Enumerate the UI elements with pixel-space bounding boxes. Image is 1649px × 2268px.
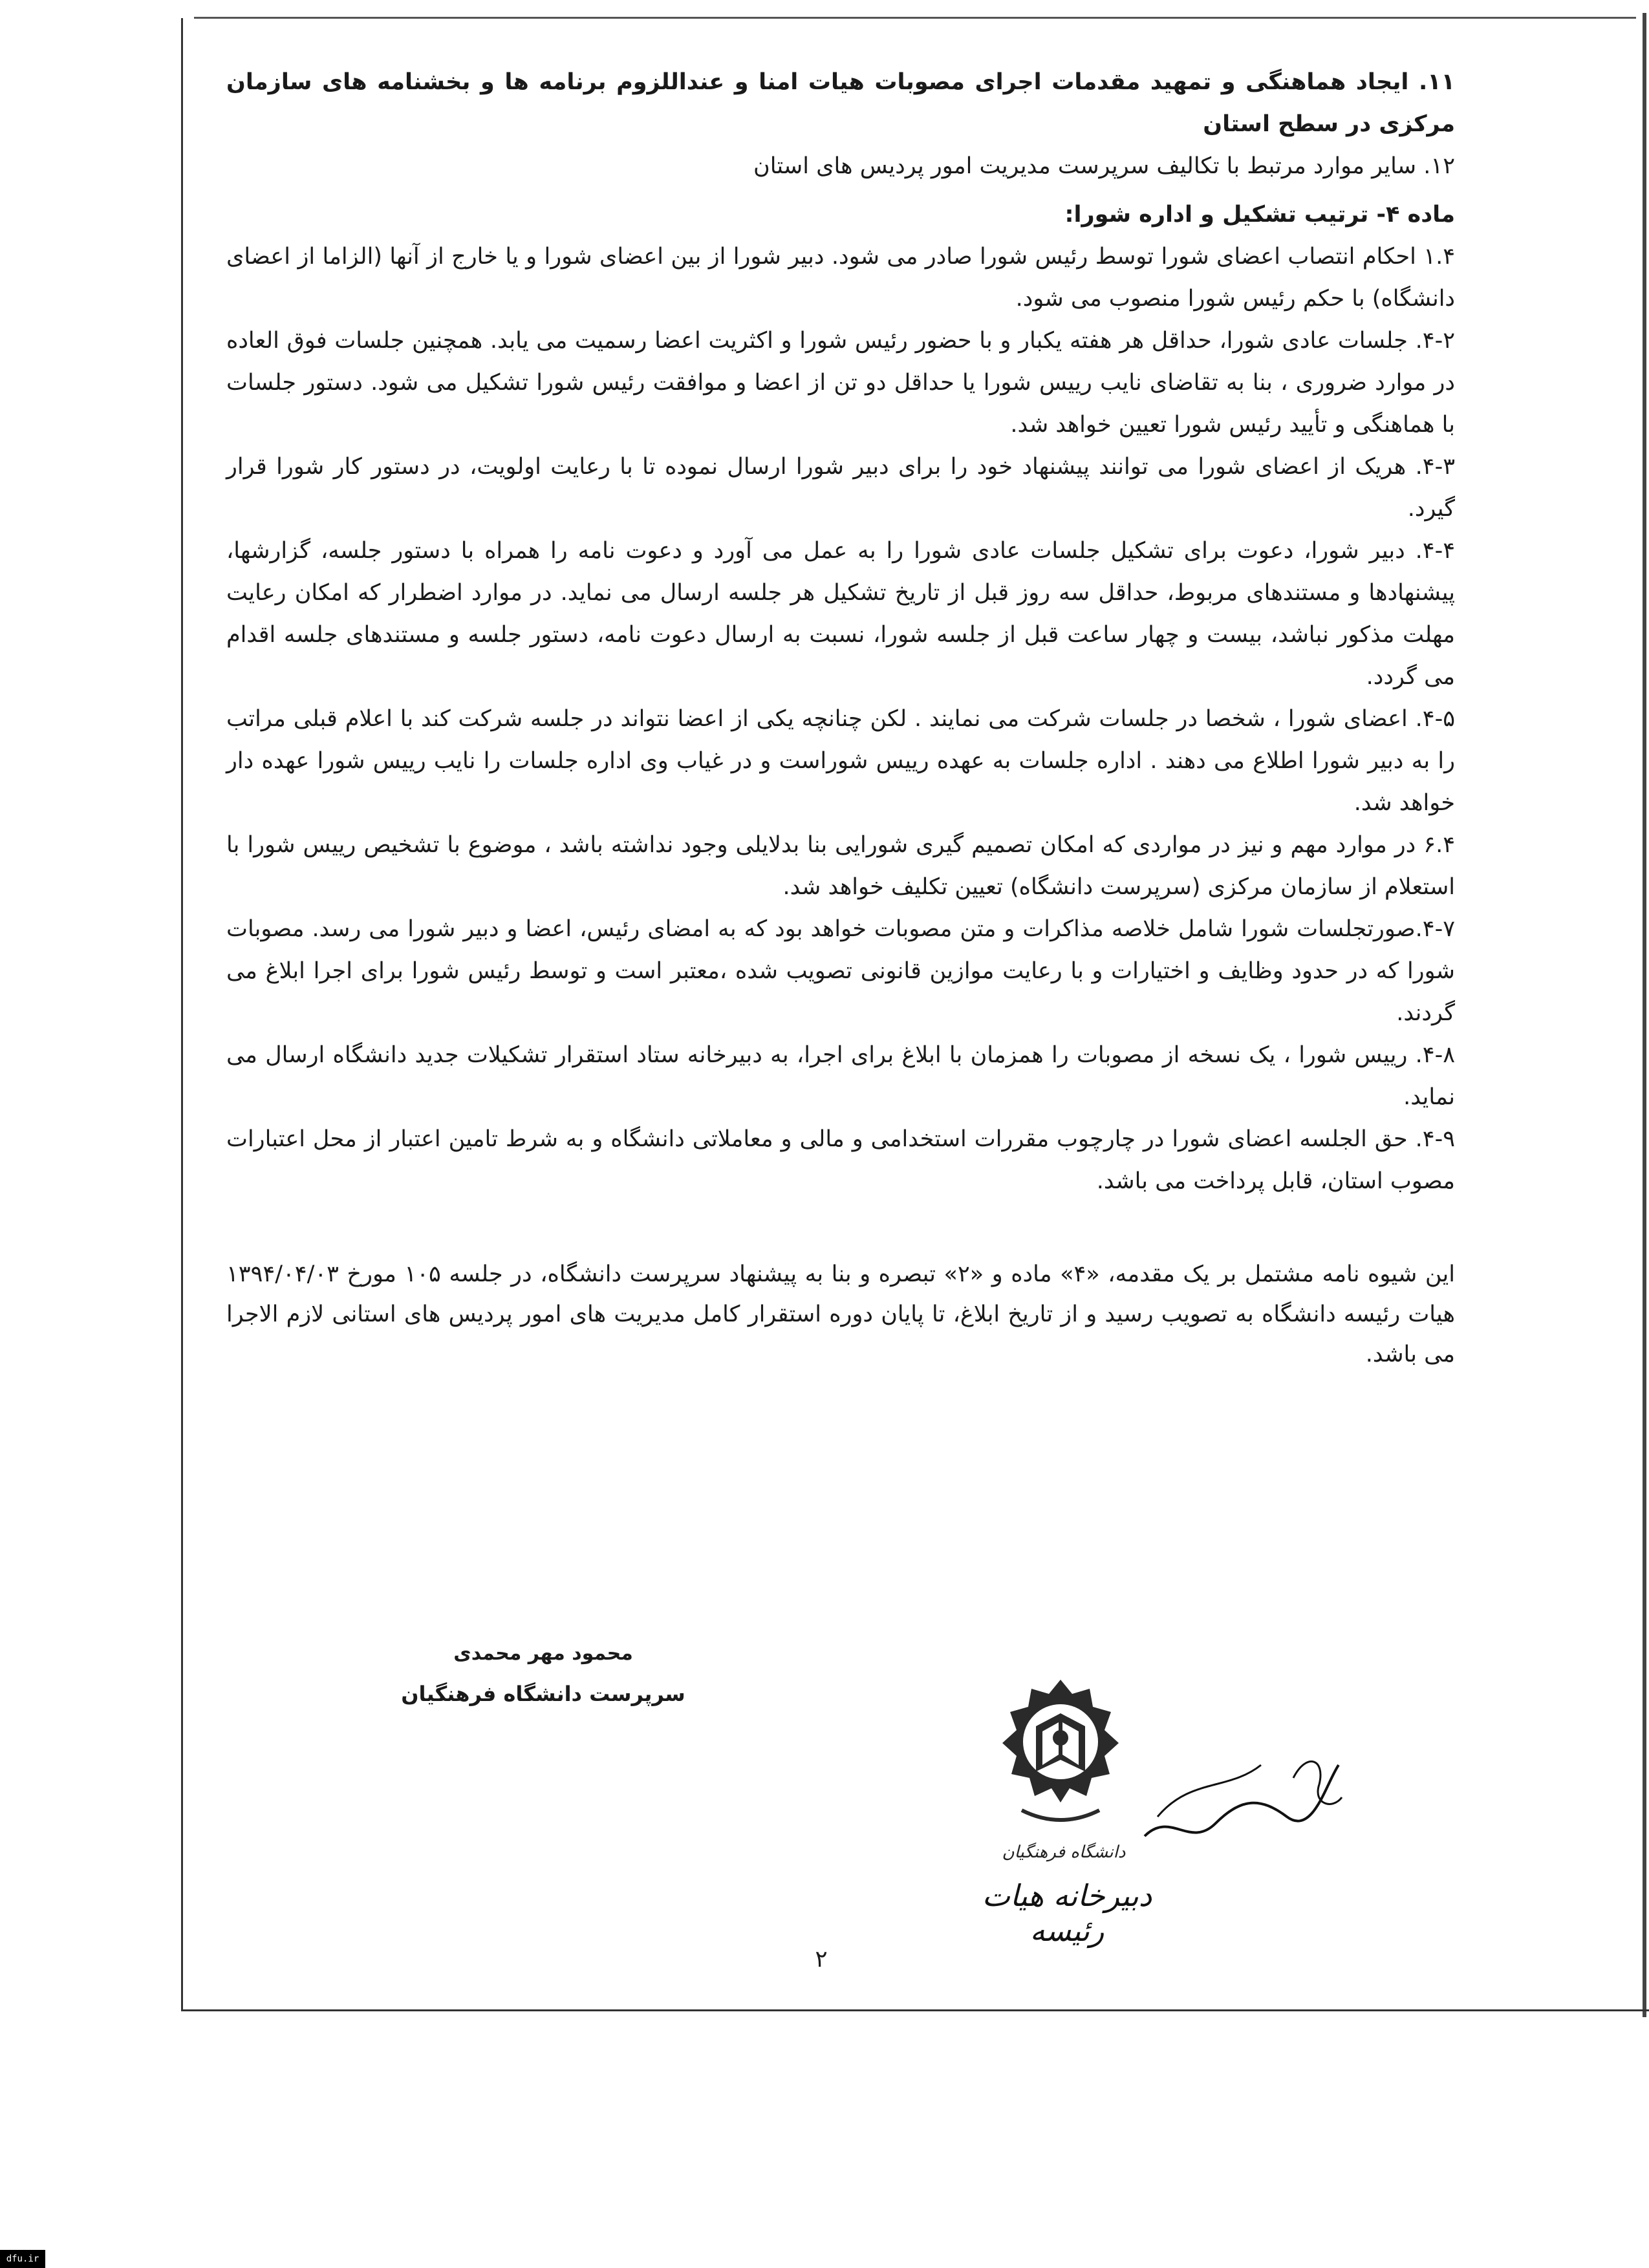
signer-block [362,1642,724,1706]
clause-4-5: ۴-۵. اعضای شورا ، شخصا در جلسات شرکت می نمایند . لکن چنانچه یکی از اعضا نتواند در جلسه شرکت کند با اعلام قبلی مراتب را به دبیر شورا اطلاع می دهند . اداره جلسات به عهده رییس شوراست و در غیاب وی اداره جلسات را نایب رییس شورا عهده دار خواهد شد. [226,706,1455,816]
page-number: ۲ [815,1946,828,1973]
clause-4-6: ۶.۴ در موارد مهم و نیز در مواردی که امکان تصمیم گیری شورایی بنا بدلایلی وجود نداشته باشد ، موضوع با تشخیص رییس شورا با استعلام از سازمان مرکزی (سرپرست دانشگاه) تعیین تکلیف خواهد شد. [226,832,1455,900]
logo-caption: دانشگاه فرهنگیان [1002,1843,1126,1862]
clause-4-4: ۴-۴. دبیر شورا، دعوت برای تشکیل جلسات عادی شورا را به عمل می آورد و دعوت نامه را همراه با دستور جلسه، گزارشها، پیشنهادها و مستندهای مربوط، حداقل سه روز قبل از تاریخ تشکیل هر جلسه ارسال می نماید. در موارد اضطرار که امکان رعایت مهلت مذکور نباشد، بیست و چهار ساعت قبل از جلسه شورا، نسبت به ارسال دعوت نامه، دستور جلسه و مستندهای جلسه اقدام می گردد. [226,538,1455,690]
clause-4-7: ۴-۷.صورتجلسات شورا شامل خلاصه مذاکرات و متن مصوبات خواهد بود که به امضای رئیس، اعضا و دبیر شورا می رسد. مصوبات شورا که در حدود وظایف و اختیارات و با رعایت موازین قانونی تصویب شده ،معتبر است و توسط رئیس شورا برای اجرا ابلاغ می گردند. [226,916,1455,1026]
article-heading: ماده ۴- ترتیب تشکیل و اداره شورا: [1064,202,1455,228]
handwritten-signature [1132,1739,1345,1868]
clause-4-9: ۴-۹. حق الجلسه اعضای شورا در چارچوب مقررات استخدامی و مالی و معاملاتی دانشگاه و به شرط تامین اعتبار از محل اعتبارات مصوب استان، قابل پرداخت می باشد. [226,1126,1455,1194]
closing-paragraph: این شیوه نامه مشتمل بر یک مقدمه، «۴» ماده و «۲» تبصره و بنا به پیشنهاد سرپرست دانشگاه، در جلسه ۱۰۵ مورخ ۱۳۹۴/۰۴/۰۳ هیات رئیسه دانشگاه به تصویب رسید و از تاریخ ابلاغ، تا پایان دوره استقرار کامل مدیریت های امور پردیس های استانی لازم الاجرا می باشد. [226,1261,1455,1367]
item-12: ۱۲. سایر موارد مرتبط با تکالیف سرپرست مدیریت امور پردیس های استان [753,153,1455,179]
document-body [226,61,1455,1375]
university-logo-icon [996,1674,1125,1862]
signer-name: محمود مهر محمدی [453,1642,633,1665]
corner-watermark: dfu.ir [0,2250,45,2268]
clause-4-8: ۴-۸. رییس شورا ، یک نسخه از مصوبات را همزمان با ابلاغ برای اجرا، به دبیرخانه ستاد استقرار تشکیلات جدید دانشگاه ارسال می نماید. [226,1042,1455,1110]
clause-4-2: ۴-۲. جلسات عادی شورا، حداقل هر هفته یکبار و با حضور رئیس شورا و اکثریت اعضا رسمیت می یابد. همچنین جلسات فوق العاده در موارد ضروری ، بنا به تقاضای نایب رییس شورا یا حداقل دو تن از اعضا و موافقت رئیس شورا تشکیل می شود. دستور جلسات با هماهنگی و تأیید رئیس شورا تعیین خواهد شد. [226,328,1455,438]
clause-4-3: ۴-۳. هریک از اعضای شورا می توانند پیشنهاد خود را برای دبیر شورا ارسال نموده تا با رعایت اولویت، در دستور کار شورا قرار گیرد. [226,454,1455,522]
signer-title: سرپرست دانشگاه فرهنگیان [401,1682,685,1706]
item-11: ۱۱. ایجاد هماهنگی و تمهید مقدمات اجرای مصوبات هیات امنا و عنداللزوم برنامه ها و بخشنامه های سازمان مرکزی در سطح استان [226,69,1455,137]
clause-4-1: ۱.۴ احکام انتصاب اعضای شورا توسط رئیس شورا صادر می شود. دبیر شورا از بین اعضای شورا و یا خارج از آنها (الزاما از اعضای دانشگاه) با حکم رئیس شورا منصوب می شود. [226,244,1455,312]
secretariat-stamp: دبیرخانه هیات رئیسه [982,1878,1152,1948]
